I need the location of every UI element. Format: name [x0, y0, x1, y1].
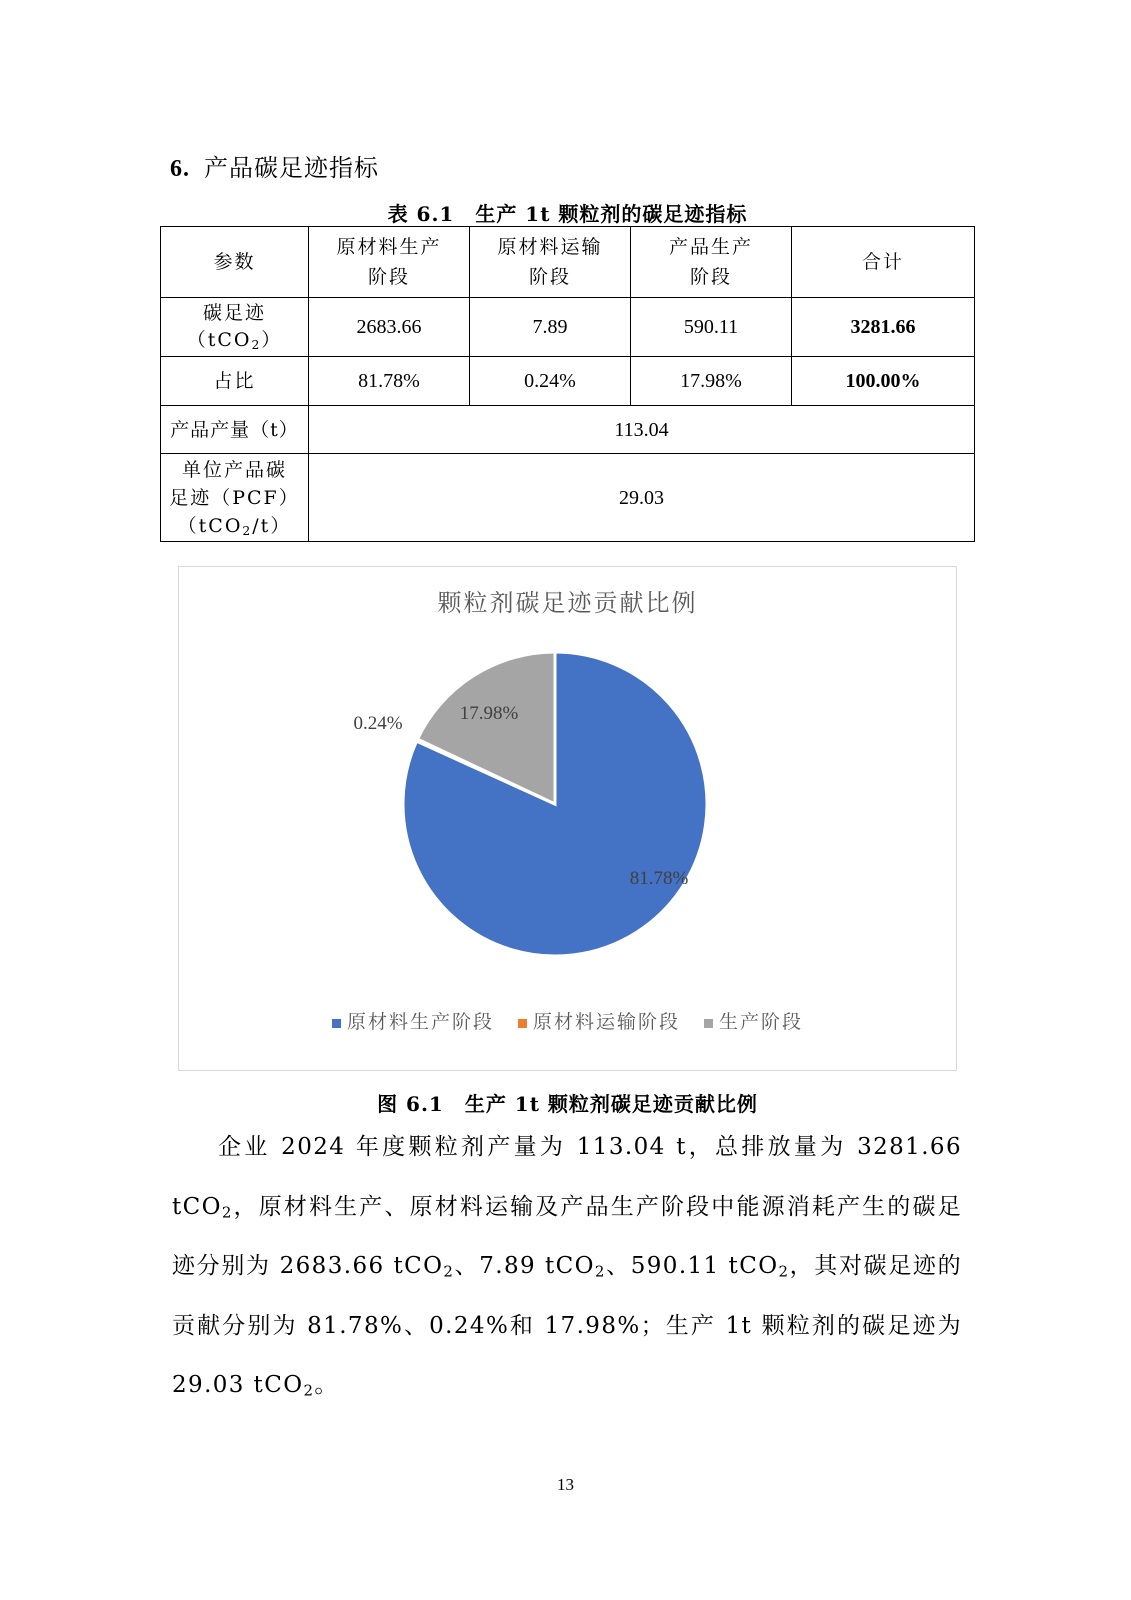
legend-label: 原材料生产阶段	[346, 1011, 494, 1033]
text-run: 企业 2024 年度颗粒剂产量为 113.04 t，总排放量为 3281.66 tCO	[172, 1134, 962, 1220]
chart-legend	[179, 1007, 956, 1034]
row-label-line: （tCO	[186, 329, 252, 351]
legend-swatch	[704, 1019, 713, 1028]
section-number: 6.	[170, 156, 190, 182]
legend-item	[332, 1007, 494, 1034]
table-header-row	[161, 227, 975, 298]
row-label-line: ）	[261, 329, 283, 351]
table-cell-total: 3281.66	[792, 298, 975, 357]
pie-chart	[178, 566, 957, 1071]
table-cell: 2683.66	[309, 298, 470, 357]
header-total: 合计	[792, 227, 975, 298]
text-run: 、7.89 tCO	[454, 1253, 595, 1279]
legend-label: 原材料运输阶段	[532, 1011, 680, 1033]
page-number: 13	[557, 1475, 574, 1494]
figure-caption: 图 6.1 生产 1t 颗粒剂碳足迹贡献比例	[377, 1092, 758, 1116]
subscript: 2	[221, 1203, 233, 1222]
header-line: 产品生产	[668, 236, 753, 258]
text-run: 。	[314, 1372, 339, 1398]
header-raw-production	[309, 227, 470, 298]
row-label-carbon	[161, 298, 309, 357]
row-label-line: /t）	[252, 514, 292, 537]
data-label: 0.24%	[353, 713, 403, 734]
table-cell-output: 113.04	[309, 406, 975, 454]
table-cell: 0.24%	[470, 357, 631, 406]
subscript: 2	[303, 1381, 315, 1400]
text-run: 、590.11 tCO	[605, 1253, 779, 1279]
section-title: 产品碳足迹指标	[204, 154, 379, 182]
header-line: 原材料运输	[497, 236, 603, 258]
table-cell: 81.78%	[309, 357, 470, 406]
table-cell: 590.11	[631, 298, 792, 357]
table-row-output	[161, 406, 975, 454]
row-label-line: 碳足迹	[202, 302, 266, 324]
legend-swatch	[518, 1019, 527, 1028]
table-caption: 表 6.1 生产 1t 颗粒剂的碳足迹指标	[387, 202, 748, 226]
row-label-ratio: 占比	[161, 357, 309, 406]
table-cell: 7.89	[470, 298, 631, 357]
legend-label: 生产阶段	[719, 1011, 804, 1033]
table-row-pcf	[161, 454, 975, 542]
legend-item	[518, 1007, 680, 1034]
header-line: 阶段	[689, 266, 732, 288]
legend-item	[704, 1007, 803, 1034]
subscript: 2	[443, 1262, 455, 1281]
text-run: ，原材料生产、原材料运输及产品生产阶段中能源消耗产生的碳足迹分别为 2683.66 tCO	[172, 1193, 962, 1279]
subscript: 2	[778, 1262, 790, 1281]
row-label-output: 产品产量（t）	[161, 406, 309, 454]
row-label-pcf	[161, 454, 309, 542]
table-cell-total: 100.00%	[792, 357, 975, 406]
table-cell-pcf: 29.03	[309, 454, 975, 542]
data-label: 81.78%	[629, 868, 689, 889]
table-cell: 17.98%	[631, 357, 792, 406]
subscript: 2	[251, 338, 262, 353]
summary-paragraph	[172, 1118, 962, 1416]
data-label: 17.98%	[459, 703, 519, 724]
header-line: 原材料生产	[336, 236, 442, 258]
table-row-carbon	[161, 298, 975, 357]
table-row-ratio	[161, 357, 975, 406]
paragraph-text	[172, 1118, 962, 1416]
header-raw-transport	[470, 227, 631, 298]
row-label-line: （tCO	[177, 514, 243, 537]
subscript: 2	[242, 523, 253, 538]
header-product-production	[631, 227, 792, 298]
header-param: 参数	[161, 227, 309, 298]
header-line: 阶段	[367, 266, 410, 288]
chart-title: 颗粒剂碳足迹贡献比例	[437, 589, 698, 617]
pie-chart-canvas	[179, 567, 956, 1070]
carbon-footprint-table	[160, 226, 975, 542]
legend-swatch	[332, 1019, 341, 1028]
text-run: ，其对碳足迹的贡献分别为 81.78%、0.24%和 17.98%；生产 1t 颗粒剂的碳足迹为 29.03 tCO	[172, 1253, 962, 1398]
header-line: 阶段	[528, 266, 571, 288]
subscript: 2	[594, 1262, 606, 1281]
row-label-line: 足迹（PCF）	[169, 486, 300, 509]
section-heading	[170, 148, 379, 183]
row-label-line: 单位产品碳	[181, 458, 287, 481]
